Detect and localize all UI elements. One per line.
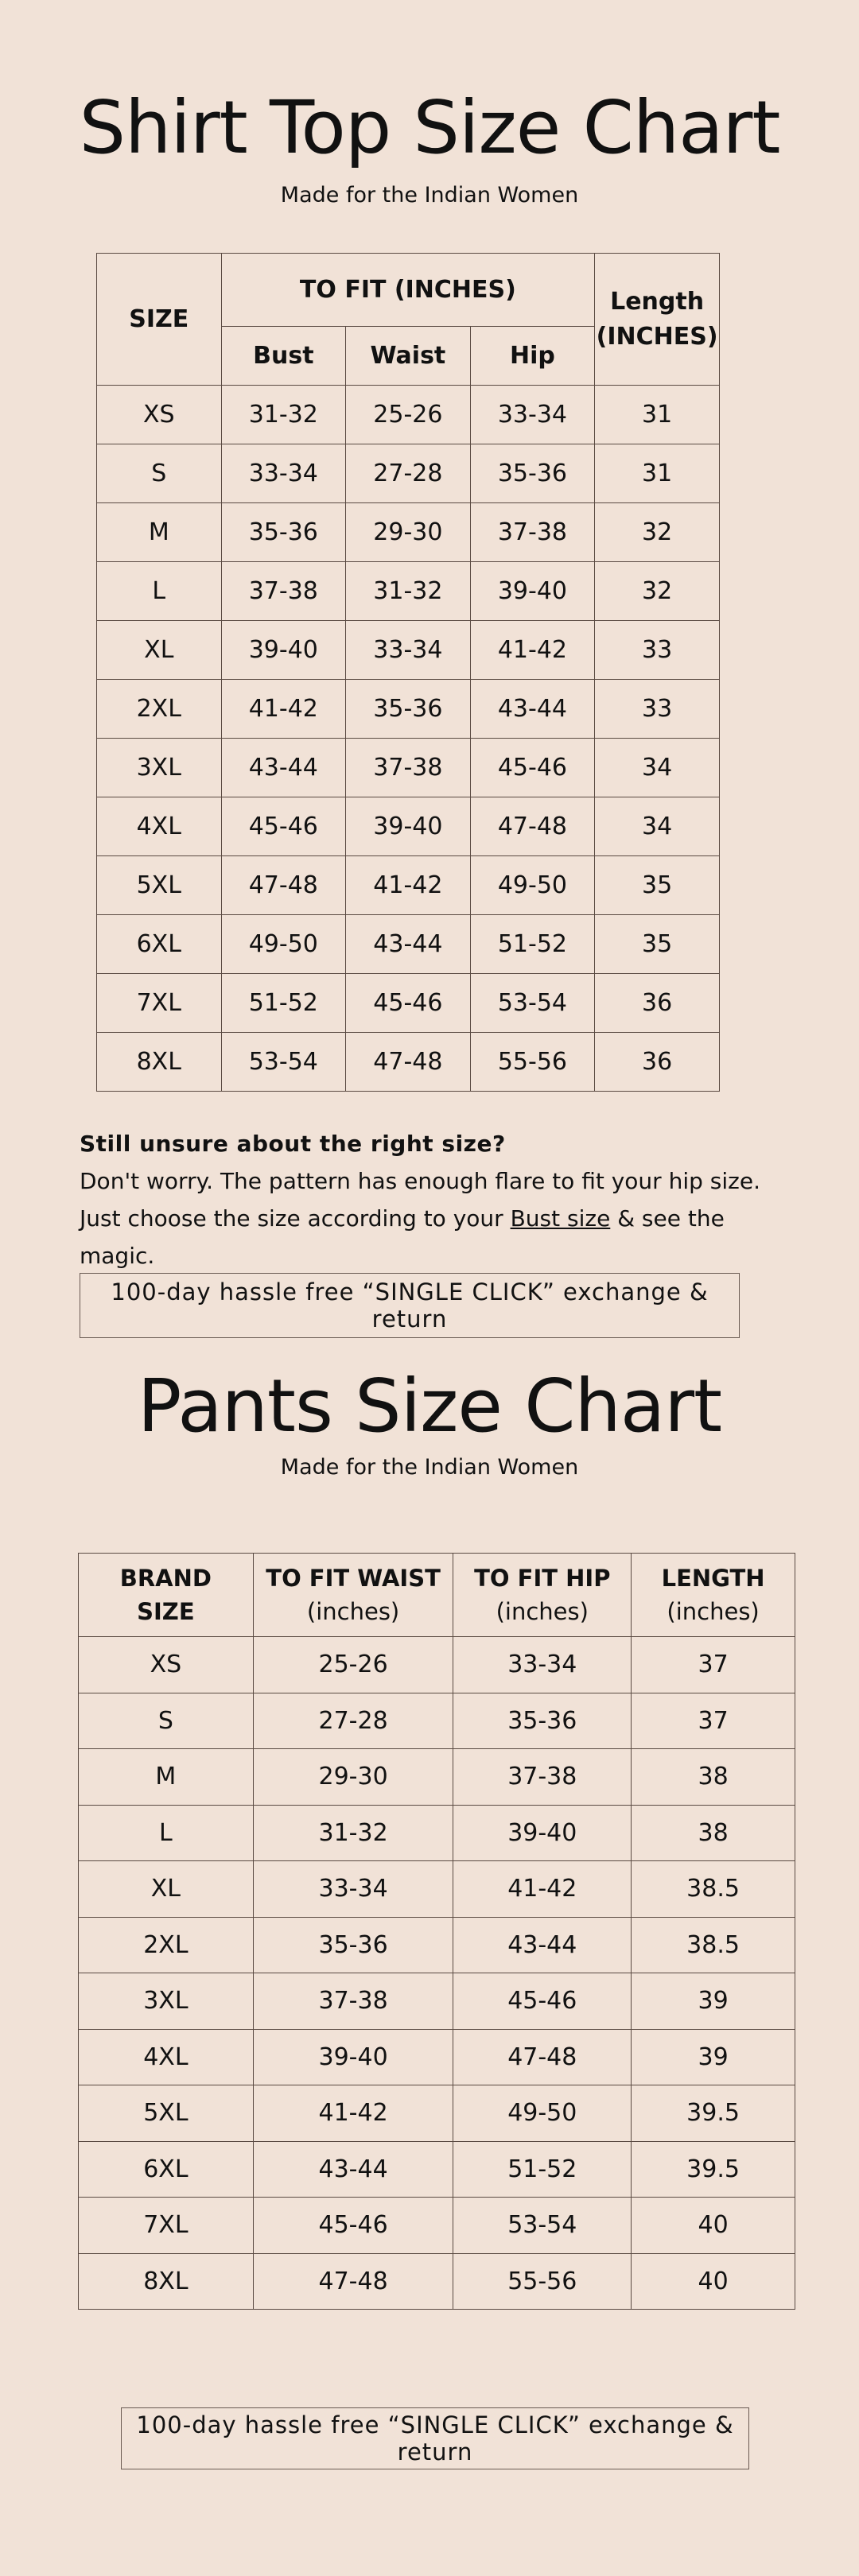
size-advice xyxy=(80,1125,779,1274)
pants-cell-waist: 29-30 xyxy=(253,1749,453,1806)
shirt-cell-bust: 53-54 xyxy=(221,1033,346,1092)
shirt-cell-size: L xyxy=(97,562,222,621)
pants-table-row xyxy=(79,1861,795,1918)
pants-cell-hip: 53-54 xyxy=(453,2198,632,2254)
pants-cell-waist: 35-36 xyxy=(253,1917,453,1973)
shirt-cell-bust: 43-44 xyxy=(221,739,346,797)
pants-cell-size: 4XL xyxy=(79,2029,254,2085)
pants-cell-length: 37 xyxy=(632,1637,795,1693)
pants-cell-waist: 47-48 xyxy=(253,2253,453,2310)
pants-cell-size: XS xyxy=(79,1637,254,1693)
shirt-cell-waist: 45-46 xyxy=(346,974,471,1033)
shirt-cell-waist: 31-32 xyxy=(346,562,471,621)
shirt-table-row xyxy=(97,621,720,680)
pants-header-hip-line1: TO FIT HIP xyxy=(474,1564,611,1592)
shirt-cell-length: 34 xyxy=(595,739,720,797)
shirt-table-row xyxy=(97,797,720,856)
shirt-cell-length: 33 xyxy=(595,680,720,739)
shirt-cell-bust: 49-50 xyxy=(221,915,346,974)
shirt-cell-hip: 33-34 xyxy=(470,386,594,444)
pants-cell-length: 38 xyxy=(632,1805,795,1861)
shirt-table-row xyxy=(97,1033,720,1092)
shirt-size-table xyxy=(96,253,720,1092)
pants-table-row xyxy=(79,1749,795,1806)
shirt-cell-waist: 43-44 xyxy=(346,915,471,974)
pants-header-waist xyxy=(253,1554,453,1637)
pants-cell-hip: 35-36 xyxy=(453,1693,632,1749)
shirt-header-to-fit: TO FIT (INCHES) xyxy=(221,254,595,327)
pants-cell-hip: 47-48 xyxy=(453,2029,632,2085)
shirt-cell-hip: 41-42 xyxy=(470,621,594,680)
pants-table-row xyxy=(79,2085,795,2142)
shirt-cell-waist: 41-42 xyxy=(346,856,471,915)
shirt-cell-hip: 49-50 xyxy=(470,856,594,915)
pants-cell-hip: 55-56 xyxy=(453,2253,632,2310)
shirt-cell-hip: 55-56 xyxy=(470,1033,594,1092)
pants-header-brand-line2: SIZE xyxy=(137,1598,195,1625)
pants-cell-length: 40 xyxy=(632,2198,795,2254)
pants-cell-size: 6XL xyxy=(79,2141,254,2198)
pants-table-row xyxy=(79,1973,795,2030)
shirt-cell-size: 3XL xyxy=(97,739,222,797)
shirt-cell-bust: 41-42 xyxy=(221,680,346,739)
pants-cell-waist: 31-32 xyxy=(253,1805,453,1861)
pants-cell-length: 38 xyxy=(632,1749,795,1806)
shirt-header-length-line1: Length xyxy=(610,288,705,316)
shirt-cell-size: S xyxy=(97,444,222,503)
pants-cell-hip: 37-38 xyxy=(453,1749,632,1806)
shirt-cell-bust: 45-46 xyxy=(221,797,346,856)
shirt-cell-hip: 43-44 xyxy=(470,680,594,739)
shirt-cell-length: 31 xyxy=(595,444,720,503)
pants-cell-hip: 45-46 xyxy=(453,1973,632,2030)
pants-header-length-line1: LENGTH xyxy=(661,1564,765,1592)
shirt-cell-size: XL xyxy=(97,621,222,680)
shirt-table-row xyxy=(97,680,720,739)
pants-cell-waist: 39-40 xyxy=(253,2029,453,2085)
pants-table-row xyxy=(79,1917,795,1973)
pants-cell-size: XL xyxy=(79,1861,254,1918)
shirt-header-waist: Waist xyxy=(346,327,471,386)
size-advice-line2-after: & see the xyxy=(610,1205,725,1232)
shirt-table-row xyxy=(97,915,720,974)
pants-cell-length: 40 xyxy=(632,2253,795,2310)
pants-cell-hip: 49-50 xyxy=(453,2085,632,2142)
pants-header-length-line2: (inches) xyxy=(667,1598,760,1625)
size-advice-question: Still unsure about the right size? xyxy=(80,1131,506,1157)
shirt-chart-subtitle: Made for the Indian Women xyxy=(280,183,579,208)
shirt-chart-title: Shirt Top Size Chart xyxy=(79,85,780,170)
pants-cell-size: 5XL xyxy=(79,2085,254,2142)
pants-cell-length: 39.5 xyxy=(632,2141,795,2198)
pants-cell-length: 38.5 xyxy=(632,1917,795,1973)
shirt-cell-size: 5XL xyxy=(97,856,222,915)
shirt-cell-size: 8XL xyxy=(97,1033,222,1092)
pants-cell-waist: 43-44 xyxy=(253,2141,453,2198)
shirt-cell-length: 35 xyxy=(595,856,720,915)
shirt-cell-hip: 47-48 xyxy=(470,797,594,856)
shirt-cell-size: 4XL xyxy=(97,797,222,856)
shirt-cell-length: 32 xyxy=(595,562,720,621)
pants-header-waist-line2: (inches) xyxy=(306,1598,400,1625)
pants-cell-length: 39 xyxy=(632,2029,795,2085)
shirt-table-row xyxy=(97,503,720,562)
pants-table-row xyxy=(79,1637,795,1693)
pants-chart-title: Pants Size Chart xyxy=(137,1364,722,1449)
pants-table-row xyxy=(79,1805,795,1861)
pants-header-brand-size xyxy=(79,1554,254,1637)
pants-table-row xyxy=(79,2141,795,2198)
shirt-cell-waist: 27-28 xyxy=(346,444,471,503)
shirt-cell-hip: 51-52 xyxy=(470,915,594,974)
pants-cell-hip: 33-34 xyxy=(453,1637,632,1693)
shirt-header-length xyxy=(595,254,720,386)
shirt-cell-waist: 39-40 xyxy=(346,797,471,856)
shirt-table-row xyxy=(97,386,720,444)
shirt-cell-waist: 35-36 xyxy=(346,680,471,739)
shirt-cell-bust: 39-40 xyxy=(221,621,346,680)
pants-cell-waist: 37-38 xyxy=(253,1973,453,2030)
pants-header-hip-line2: (inches) xyxy=(496,1598,589,1625)
bust-size-link[interactable]: Bust size xyxy=(510,1205,611,1232)
pants-cell-hip: 43-44 xyxy=(453,1917,632,1973)
shirt-cell-waist: 47-48 xyxy=(346,1033,471,1092)
shirt-cell-waist: 37-38 xyxy=(346,739,471,797)
shirt-header-size: SIZE xyxy=(97,254,222,386)
pants-cell-waist: 45-46 xyxy=(253,2198,453,2254)
pants-header-brand-line1: BRAND xyxy=(119,1564,212,1592)
pants-cell-hip: 51-52 xyxy=(453,2141,632,2198)
pants-chart-subtitle: Made for the Indian Women xyxy=(280,1455,579,1480)
pants-cell-length: 39.5 xyxy=(632,2085,795,2142)
shirt-cell-bust: 33-34 xyxy=(221,444,346,503)
shirt-table-row xyxy=(97,739,720,797)
pants-cell-waist: 41-42 xyxy=(253,2085,453,2142)
shirt-cell-bust: 31-32 xyxy=(221,386,346,444)
shirt-cell-size: 2XL xyxy=(97,680,222,739)
shirt-cell-bust: 47-48 xyxy=(221,856,346,915)
pants-cell-size: S xyxy=(79,1693,254,1749)
pants-cell-length: 39 xyxy=(632,1973,795,2030)
shirt-cell-length: 36 xyxy=(595,1033,720,1092)
shirt-table-row xyxy=(97,856,720,915)
shirt-cell-length: 35 xyxy=(595,915,720,974)
pants-header-hip xyxy=(453,1554,632,1637)
pants-cell-size: 2XL xyxy=(79,1917,254,1973)
shirt-cell-waist: 33-34 xyxy=(346,621,471,680)
pants-size-table xyxy=(78,1553,795,2310)
pants-cell-hip: 39-40 xyxy=(453,1805,632,1861)
size-advice-line3: magic. xyxy=(80,1243,155,1269)
pants-header-length xyxy=(632,1554,795,1637)
shirt-cell-bust: 37-38 xyxy=(221,562,346,621)
pants-table-row xyxy=(79,2198,795,2254)
shirt-cell-hip: 45-46 xyxy=(470,739,594,797)
shirt-cell-waist: 25-26 xyxy=(346,386,471,444)
size-advice-line2-before: Just choose the size according to your xyxy=(80,1205,511,1232)
shirt-table-row xyxy=(97,974,720,1033)
pants-table-row xyxy=(79,2253,795,2310)
shirt-header-length-line2: (INCHES) xyxy=(596,322,718,351)
shirt-cell-bust: 51-52 xyxy=(221,974,346,1033)
pants-cell-length: 37 xyxy=(632,1693,795,1749)
shirt-cell-length: 31 xyxy=(595,386,720,444)
shirt-table-row xyxy=(97,562,720,621)
pants-table-row xyxy=(79,2029,795,2085)
pants-cell-length: 38.5 xyxy=(632,1861,795,1918)
pants-cell-hip: 41-42 xyxy=(453,1861,632,1918)
shirt-cell-length: 33 xyxy=(595,621,720,680)
shirt-header-hip: Hip xyxy=(470,327,594,386)
exchange-return-banner-bottom: 100-day hassle free “SINGLE CLICK” exchange & return xyxy=(121,2407,749,2469)
pants-header-waist-line1: TO FIT WAIST xyxy=(266,1564,441,1592)
pants-cell-waist: 33-34 xyxy=(253,1861,453,1918)
pants-cell-size: 3XL xyxy=(79,1973,254,2030)
pants-cell-size: M xyxy=(79,1749,254,1806)
shirt-cell-size: 7XL xyxy=(97,974,222,1033)
pants-cell-waist: 27-28 xyxy=(253,1693,453,1749)
size-advice-line1: Don't worry. The pattern has enough flare to fit your hip size. xyxy=(80,1168,760,1194)
shirt-cell-length: 34 xyxy=(595,797,720,856)
pants-cell-size: 7XL xyxy=(79,2198,254,2254)
pants-cell-waist: 25-26 xyxy=(253,1637,453,1693)
shirt-table-row xyxy=(97,444,720,503)
shirt-cell-hip: 35-36 xyxy=(470,444,594,503)
exchange-return-banner-top: 100-day hassle free “SINGLE CLICK” exchange & return xyxy=(80,1273,740,1338)
shirt-cell-waist: 29-30 xyxy=(346,503,471,562)
pants-cell-size: 8XL xyxy=(79,2253,254,2310)
shirt-cell-hip: 37-38 xyxy=(470,503,594,562)
pants-table-row xyxy=(79,1693,795,1749)
shirt-header-bust: Bust xyxy=(221,327,346,386)
shirt-cell-length: 36 xyxy=(595,974,720,1033)
size-advice-line2 xyxy=(80,1200,779,1237)
shirt-cell-size: 6XL xyxy=(97,915,222,974)
shirt-cell-hip: 39-40 xyxy=(470,562,594,621)
pants-cell-size: L xyxy=(79,1805,254,1861)
shirt-cell-bust: 35-36 xyxy=(221,503,346,562)
shirt-cell-size: M xyxy=(97,503,222,562)
shirt-cell-size: XS xyxy=(97,386,222,444)
shirt-cell-length: 32 xyxy=(595,503,720,562)
shirt-cell-hip: 53-54 xyxy=(470,974,594,1033)
